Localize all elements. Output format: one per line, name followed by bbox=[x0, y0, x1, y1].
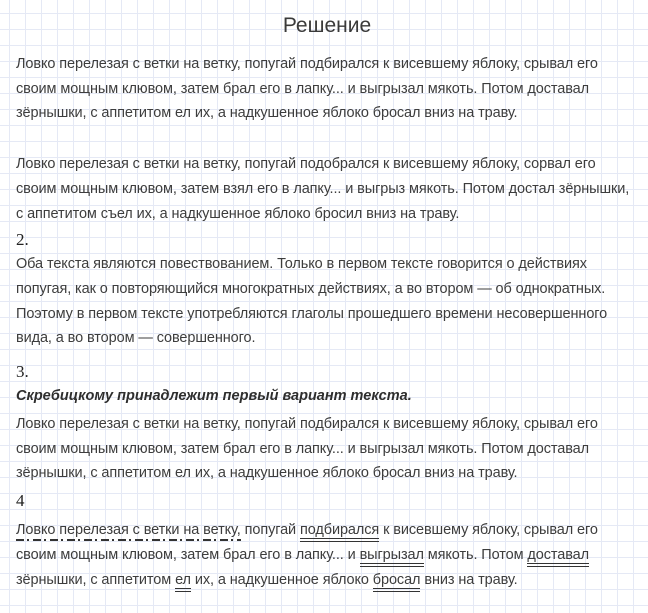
text-line: своим мощным клювом, затем брал его в лапку... и выгрызал мякоть. Потом доставал bbox=[16, 440, 589, 457]
solution-page bbox=[0, 13, 648, 592]
task-2-explanation bbox=[16, 252, 638, 351]
predicate-underline-word: подбирался bbox=[300, 522, 379, 542]
plain-text: зёрнышки, с аппетитом bbox=[16, 571, 176, 588]
task-number-4: 4 bbox=[16, 491, 25, 511]
predicate-underline-word: доставал bbox=[527, 547, 589, 567]
task-number-2: 2. bbox=[16, 230, 29, 250]
analyzed-line bbox=[16, 518, 638, 543]
predicate-underline-word: бросал bbox=[373, 572, 421, 592]
text-line: Оба текста являются повествованием. Только в первом тексте говорится о действиях bbox=[16, 256, 587, 273]
text-line: вида, а во втором — совершенного. bbox=[16, 330, 256, 347]
text-line: попугая, как о повторяющийся многократных действиях, а во втором — об однократных. bbox=[16, 280, 606, 297]
task-3-quoted-text bbox=[16, 412, 638, 486]
text-line: своим мощным клювом, затем брал его в лапку... и выгрызал мякоть. Потом доставал bbox=[16, 80, 589, 97]
analyzed-line bbox=[16, 543, 638, 568]
page-title: Решение bbox=[282, 14, 372, 37]
predicate-underline-word: выгрызал bbox=[360, 547, 424, 567]
analyzed-line bbox=[16, 568, 638, 593]
plain-text: вниз на траву. bbox=[420, 571, 518, 588]
text-variant-imperfective bbox=[16, 52, 638, 126]
text-line: зёрнышки, с аппетитом ел их, а надкушенное яблоко бросал вниз на траву. bbox=[16, 105, 518, 122]
predicate-underline-word: ел bbox=[175, 572, 191, 592]
text-line: Ловко перелезая с ветки на ветку, попугай подбирался к висевшему яблоку, срывал его bbox=[16, 416, 598, 433]
text-line: зёрнышки, с аппетитом ел их, а надкушенное яблоко бросал вниз на траву. bbox=[16, 465, 518, 482]
plain-text: своим мощным клювом, затем брал его в лапку... и bbox=[16, 546, 360, 563]
plain-text: их, а надкушенное яблоко bbox=[190, 571, 373, 588]
text-variant-perfective bbox=[16, 152, 638, 226]
task-3-answer: Скребицкому принадлежит первый вариант текста. bbox=[16, 388, 412, 405]
adverbial-underline-phrase: Ловко перелезая с ветки на ветку, bbox=[16, 522, 241, 541]
plain-text: мякоть. Потом bbox=[423, 546, 528, 563]
plain-text: попугай bbox=[240, 522, 300, 539]
task-4-analyzed-text bbox=[16, 518, 638, 592]
task-number-3: 3. bbox=[16, 362, 29, 382]
plain-text: к висевшему яблоку, срывал его bbox=[379, 522, 598, 539]
text-line: Поэтому в первом тексте употребляются глаголы прошедшего времени несовершенного bbox=[16, 305, 608, 322]
text-line: Ловко перелезая с ветки на ветку, попугай подобрался к висевшему яблоку, сорвал его bbox=[16, 156, 596, 173]
text-line: с аппетитом съел их, а надкушенное яблоко бросил вниз на траву. bbox=[16, 205, 460, 222]
text-line: своим мощным клювом, затем взял его в лапку... и выгрыз мякоть. Потом достал зёрнышки, bbox=[16, 180, 630, 197]
text-line: Ловко перелезая с ветки на ветку, попугай подбирался к висевшему яблоку, срывал его bbox=[16, 56, 598, 72]
